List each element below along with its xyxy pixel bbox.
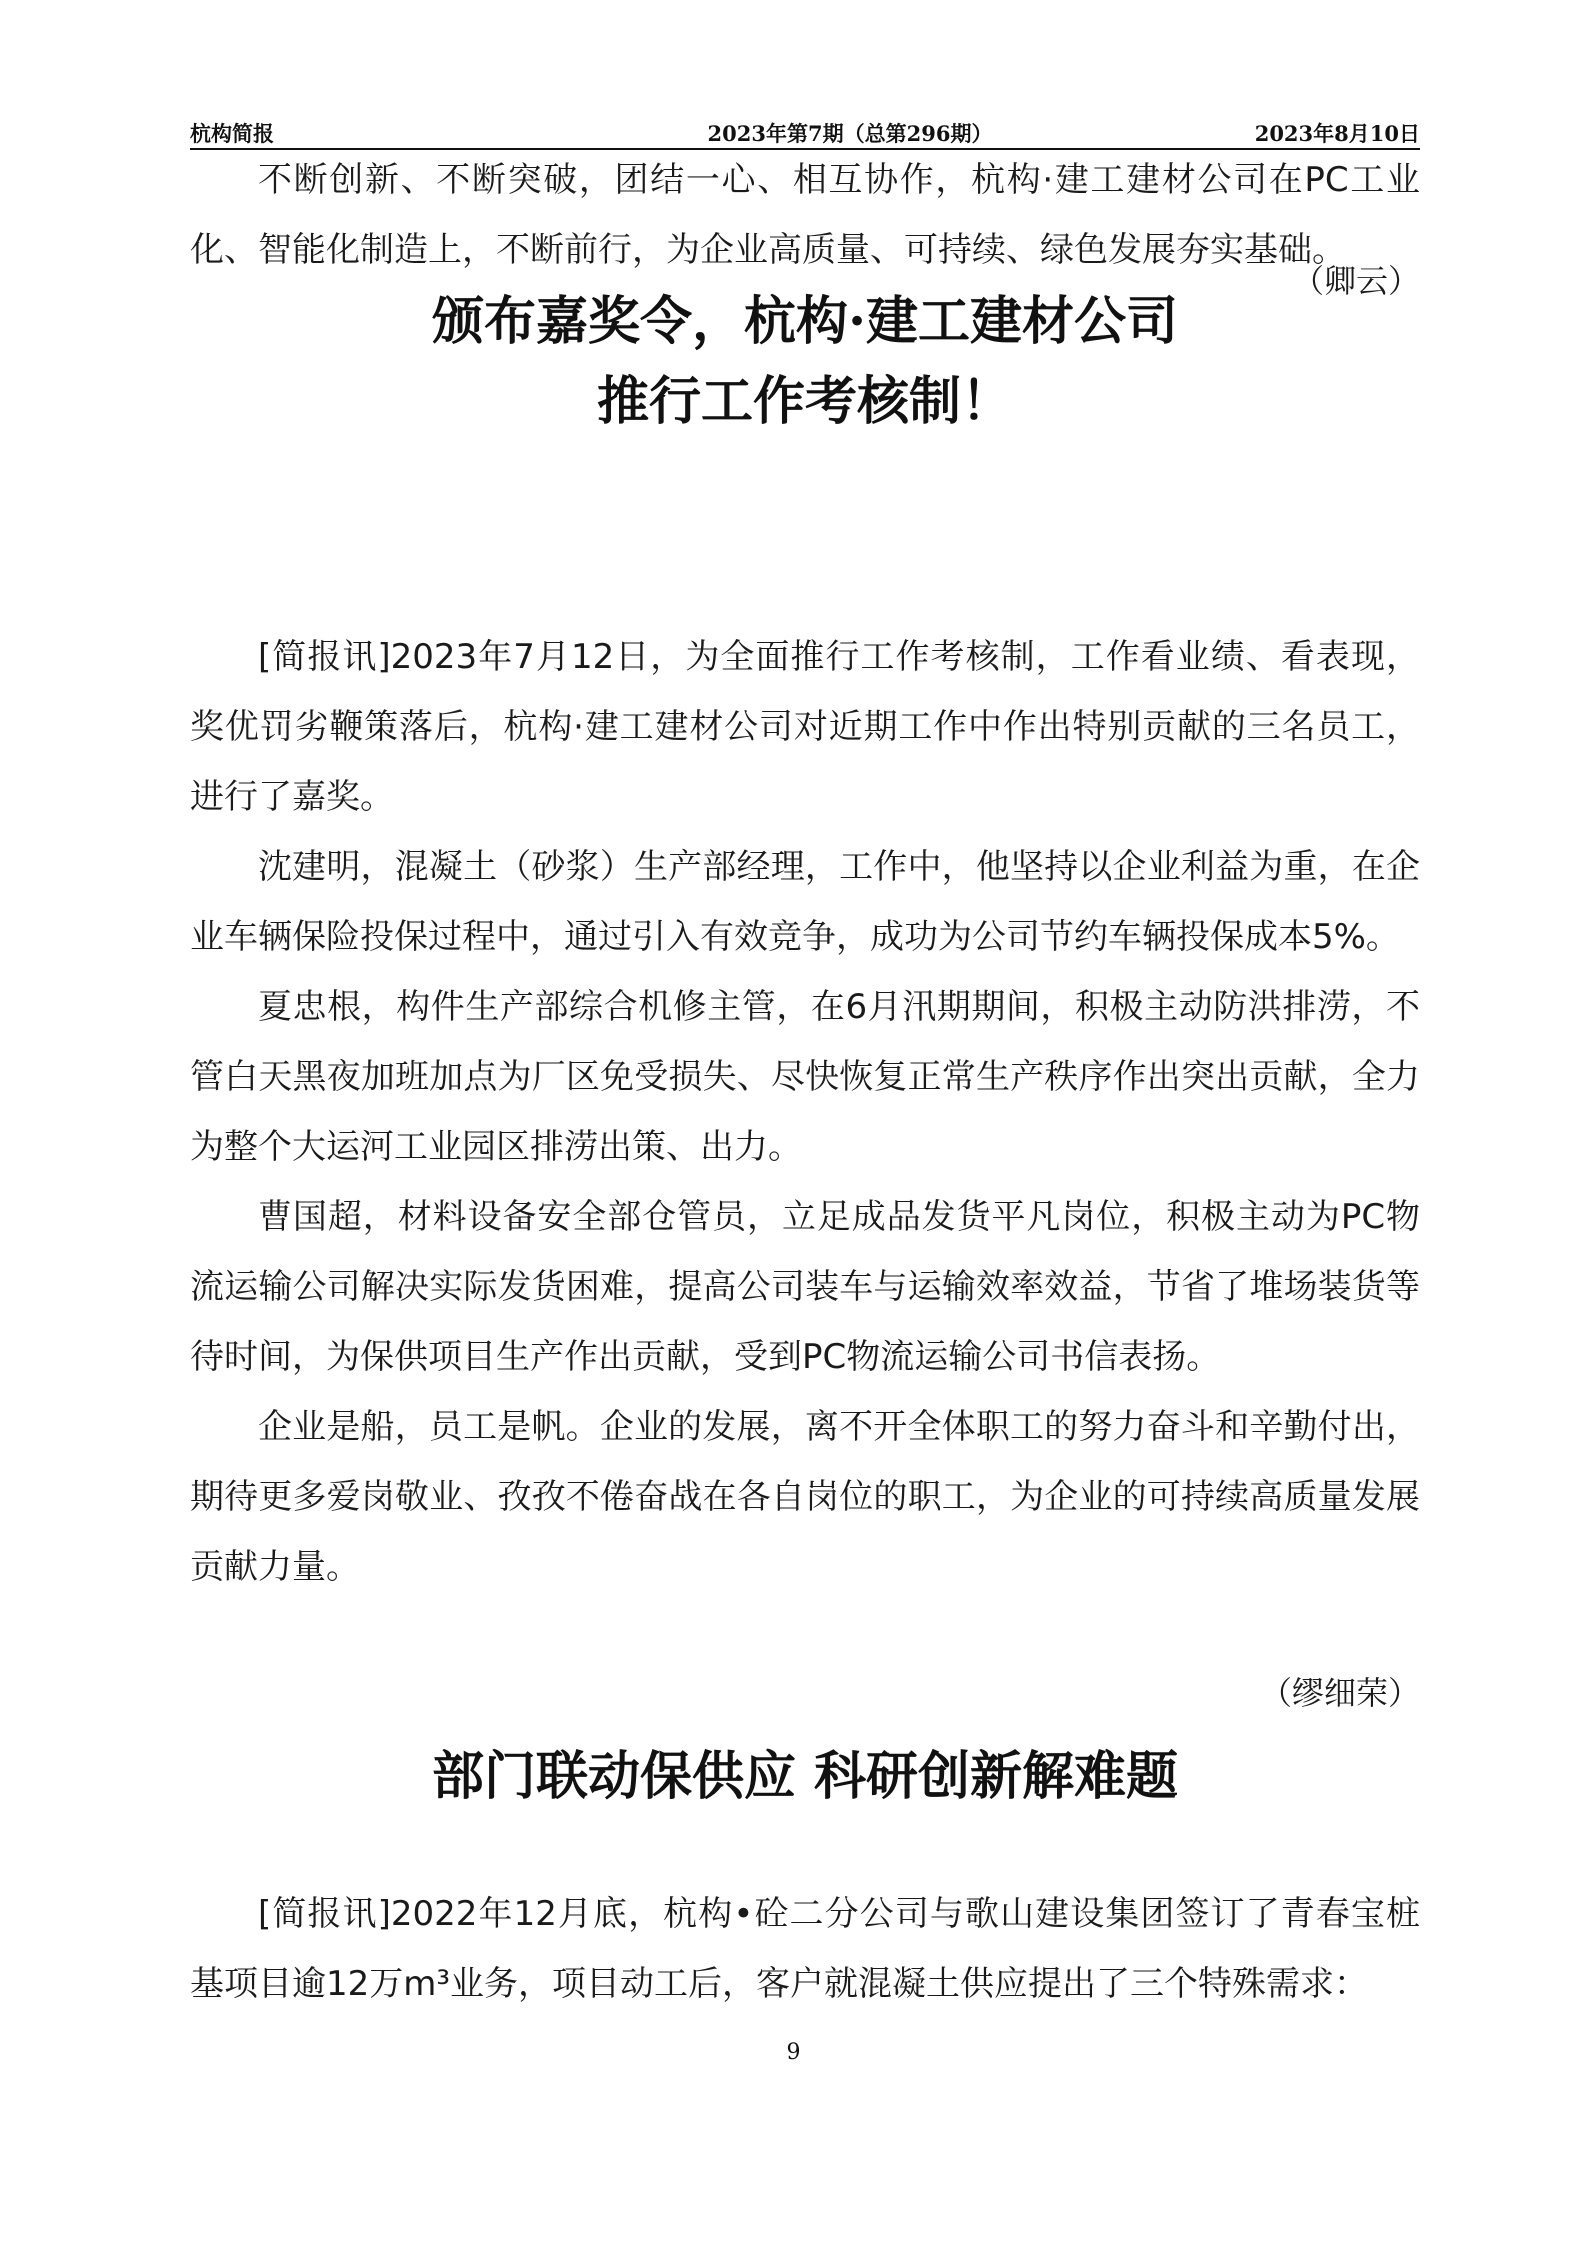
article1-byline: （缪细荣）: [1259, 1674, 1420, 1712]
article2-paragraph: [简报讯]2022年12月底，杭构•砼二分公司与歌山建设集团签订了青春宝桩基项目逾12万m³业务，项目动工后，客户就混凝土供应提出了三个特殊需求：: [190, 1894, 1420, 2004]
article2-body: [190, 1879, 1420, 2019]
article1-title-line1: 颁布嘉奖令，杭构·建工建材公司: [431, 291, 1179, 352]
intro-byline: （卿云）: [1291, 262, 1420, 300]
article1-paragraph: [简报讯]2023年7月12日，为全面推行工作考核制，工作看业绩、看表现，奖优罚劣鞭策落后，杭构·建工建材公司对近期工作中作出特别贡献的三名员工，进行了嘉奖。: [190, 637, 1420, 817]
article1-title-line2: 推行工作考核制！: [596, 371, 1013, 432]
article1-body: [190, 622, 1420, 1602]
page-number: 9: [786, 2040, 801, 2065]
intro-paragraph: 不断创新、不断突破，团结一心、相互协作，杭构·建工建材公司在PC工业化、智能化制造上，不断前行，为企业高质量、可持续、绿色发展夯实基础。: [190, 160, 1420, 270]
article1-paragraph: 曹国超，材料设备安全部仓管员，立足成品发货平凡岗位，积极主动为PC物流运输公司解决实际发货困难，提高公司装车与运输效率效益，节省了堆场装货等待时间，为保供项目生产作出贡献，受到PC物流运输公司书信表扬。: [190, 1197, 1420, 1377]
article1-paragraph: 夏忠根，构件生产部综合机修主管，在6月汛期期间，积极主动防洪排涝，不管白天黑夜加班加点为厂区免受损失、尽快恢复正常生产秩序作出突出贡献，全力为整个大运河工业园区排涝出策、出力。: [190, 987, 1420, 1167]
header-publication-name: 杭构简报: [190, 121, 274, 146]
page-header: [190, 112, 1420, 148]
article2-title: 部门联动保供应 科研创新解难题: [431, 1746, 1179, 1807]
intro-section: [190, 145, 1420, 285]
header-issue-number: 2023年第7期（总第296期）: [707, 121, 993, 146]
article1-paragraph: 沈建明，混凝土（砂浆）生产部经理，工作中，他坚持以企业利益为重，在企业车辆保险投保过程中，通过引入有效竞争，成功为公司节约车辆投保成本5%。: [190, 847, 1420, 957]
header-issue-date: 2023年8月10日: [1254, 121, 1420, 146]
article1-paragraph: 企业是船，员工是帆。企业的发展，离不开全体职工的努力奋斗和辛勤付出，期待更多爱岗敬业、孜孜不倦奋战在各自岗位的职工，为企业的可持续高质量发展贡献力量。: [190, 1407, 1420, 1587]
